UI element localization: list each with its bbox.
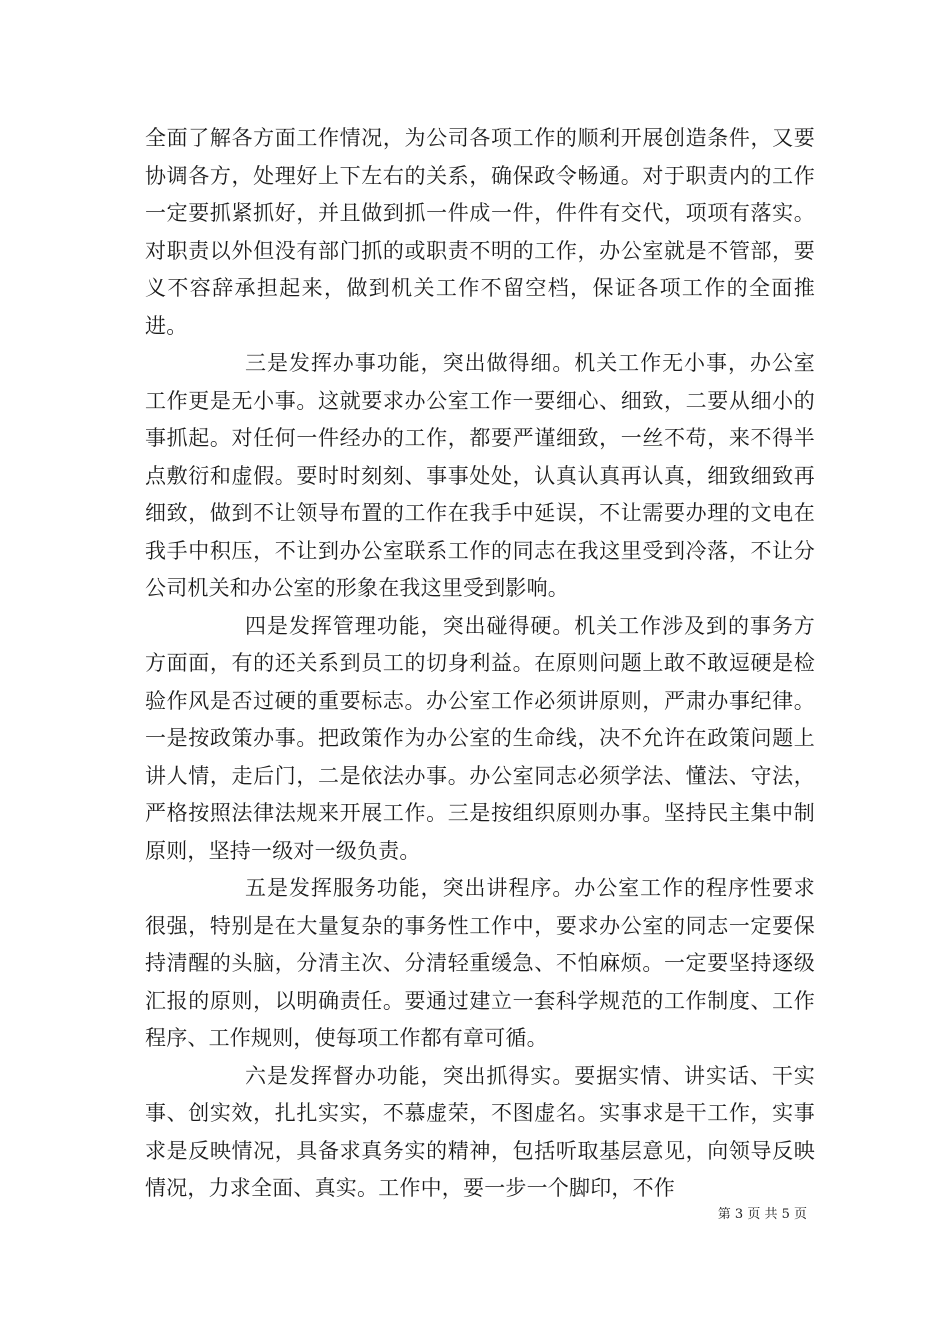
page-number-footer: 第 3 页 共 5 页 (717, 1207, 807, 1222)
document-body (145, 120, 815, 1208)
paragraph-continuation: 全面了解各方面工作情况，为公司各项工作的顺利开展创造条件，又要协调各方，处理好上下左右的关系，确保政令畅通。对于职责内的工作一定要抓紧抓好，并且做到抓一件成一件，件件有交代，项项有落实。对职责以外但没有部门抓的或职责不明的工作，办公室就是不管部，要义不容辞承担起来，做到机关工作不留空档，保证各项工作的全面推进。 (145, 126, 815, 338)
paragraph-3-office-work: 三是发挥办事功能，突出做得细。机关工作无小事，办公室工作更是无小事。这就要求办公室工作一要细心、细致，二要从细小的事抓起。对任何一件经办的工作，都要严谨细致，一丝不苟，来不得半点敷衍和虚假。要时时刻刻、事事处处，认真认真再认真，细致细致再细致，做到不让领导布置的工作在我手中延误，不让需要办理的文电在我手中积压，不让到办公室联系工作的同志在我这里受到冷落，不让分公司机关和办公室的形象在我这里受到影响。 (145, 351, 815, 600)
paragraph-5-service: 五是发挥服务功能，突出讲程序。办公室工作的程序性要求很强，特别是在大量复杂的事务性工作中，要求办公室的同志一定要保持清醒的头脑，分清主次、分清轻重缓急、不怕麻烦。一定要坚持逐级汇报的原则，以明确责任。要通过建立一套科学规范的工作制度、工作程序、工作规则，使每项工作都有章可循。 (145, 876, 815, 1050)
paragraph-4-management: 四是发挥管理功能，突出碰得硬。机关工作涉及到的事务方方面面，有的还关系到员工的切身利益。在原则问题上敢不敢逗硬是检验作风是否过硬的重要标志。办公室工作必须讲原则，严肃办事纪律。一是按政策办事。把政策作为办公室的生命线，决不允许在政策问题上讲人情，走后门，二是依法办事。办公室同志必须学法、懂法、守法，严格按照法律法规来开展工作。三是按组织原则办事。坚持民主集中制原则，坚持一级对一级负责。 (145, 613, 815, 863)
paragraph-6-supervision: 六是发挥督办功能，突出抓得实。要据实情、讲实话、干实事、创实效，扎扎实实，不慕虚荣，不图虚名。实事求是干工作，实事求是反映情况，具备求真务实的精神，包括听取基层意见，向领导反映情况，力求全面、真实。工作中，要一步一个脚印，不作 (145, 1063, 815, 1200)
